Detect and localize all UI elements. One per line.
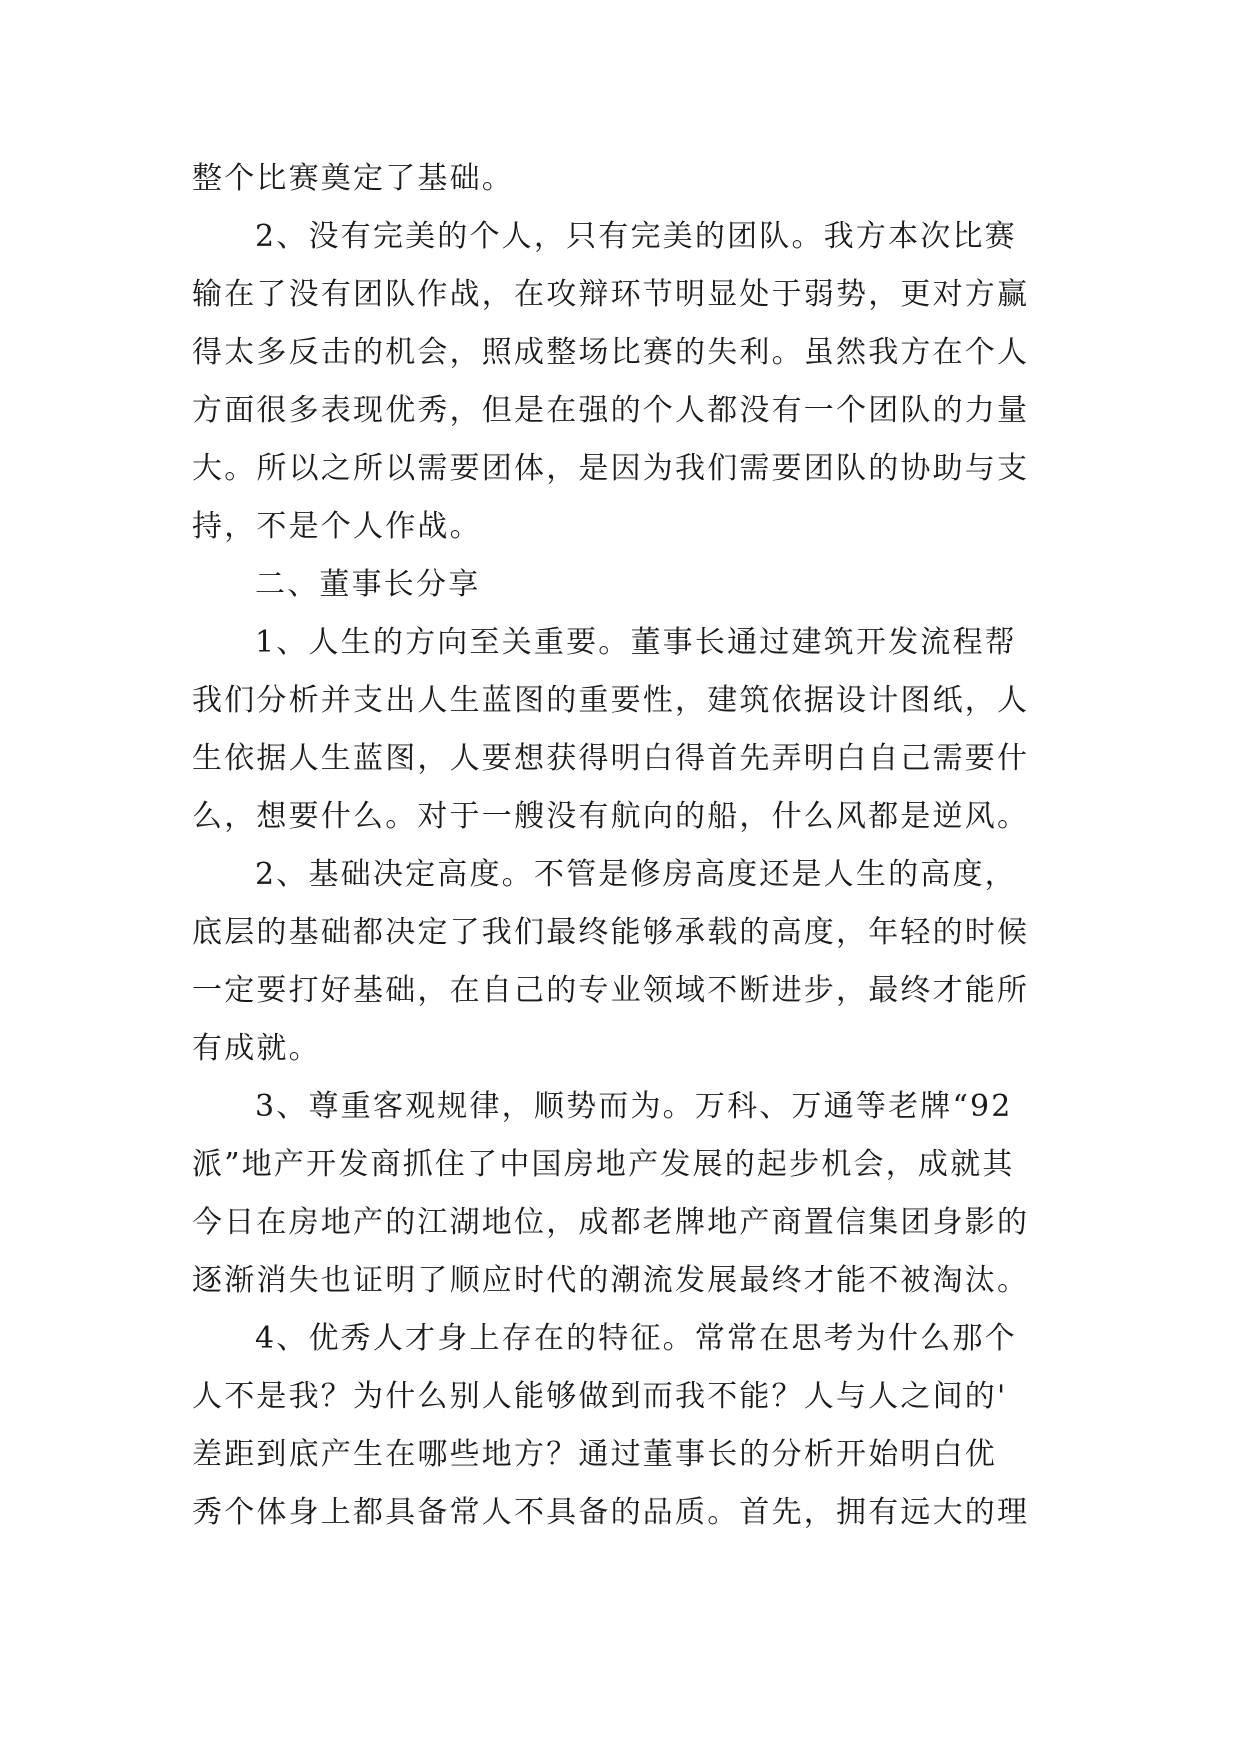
text-line: 差距到底产生在哪些地方？通过董事长的分析开始明白优 [192,1437,997,1472]
text-line: 今日在房地产的江湖地位，成都老牌地产商置信集团身影的 [192,1205,1030,1240]
text-line: 持，不是个人作战。 [192,509,482,544]
paragraph-first-line: 3、尊重客观规律，顺势而为。万科、万通等老牌“92 [255,1089,1013,1124]
text-line: 生依据人生蓝图，人要想获得明白得首先弄明白自己需要什 [192,741,1030,776]
text-line: 输在了没有团队作战，在攻辩环节明显处于弱势，更对方赢 [192,277,1030,312]
text-line: 整个比赛奠定了基础。 [192,161,514,196]
text-line: 方面很多表现优秀，但是在强的个人都没有一个团队的力量 [192,393,1030,428]
paragraph-first-line: 2、没有完美的个人，只有完美的团队。我方本次比赛 [255,219,1017,254]
paragraph-first-line: 1、人生的方向至关重要。董事长通过建筑开发流程帮 [255,625,1017,660]
text-line: 得太多反击的机会，照成整场比赛的失利。虽然我方在个人 [192,335,1030,370]
document-body [192,150,1052,1542]
text-line: 逐渐消失也证明了顺应时代的潮流发展最终才能不被淘汰。 [192,1263,1030,1298]
text-line: 派”地产开发商抓住了中国房地产发展的起步机会，成就其 [192,1147,1015,1182]
text-line: 么，想要什么。对于一艘没有航向的船，什么风都是逆风。 [192,799,1030,834]
text-line: 秀个体身上都具备常人不具备的品质。首先，拥有远大的理 [192,1495,1030,1530]
text-line: 一定要打好基础，在自己的专业领域不断进步，最终才能所 [192,973,1030,1008]
text-line: 底层的基础都决定了我们最终能够承载的高度，年轻的时候 [192,915,1030,950]
paragraph-first-line: 4、优秀人才身上存在的特征。常常在思考为什么那个 [255,1321,1017,1356]
paragraph-first-line: 2、基础决定高度。不管是修房高度还是人生的高度， [255,857,1017,892]
section-heading: 二、董事长分享 [255,567,481,602]
text-line: 有成就。 [192,1031,321,1066]
text-line: 人不是我？为什么别人能够做到而我不能？人与人之间的' [192,1379,1008,1414]
text-line: 大。所以之所以需要团体，是因为我们需要团队的协助与支 [192,451,1030,486]
text-line: 我们分析并支出人生蓝图的重要性，建筑依据设计图纸，人 [192,683,1030,718]
